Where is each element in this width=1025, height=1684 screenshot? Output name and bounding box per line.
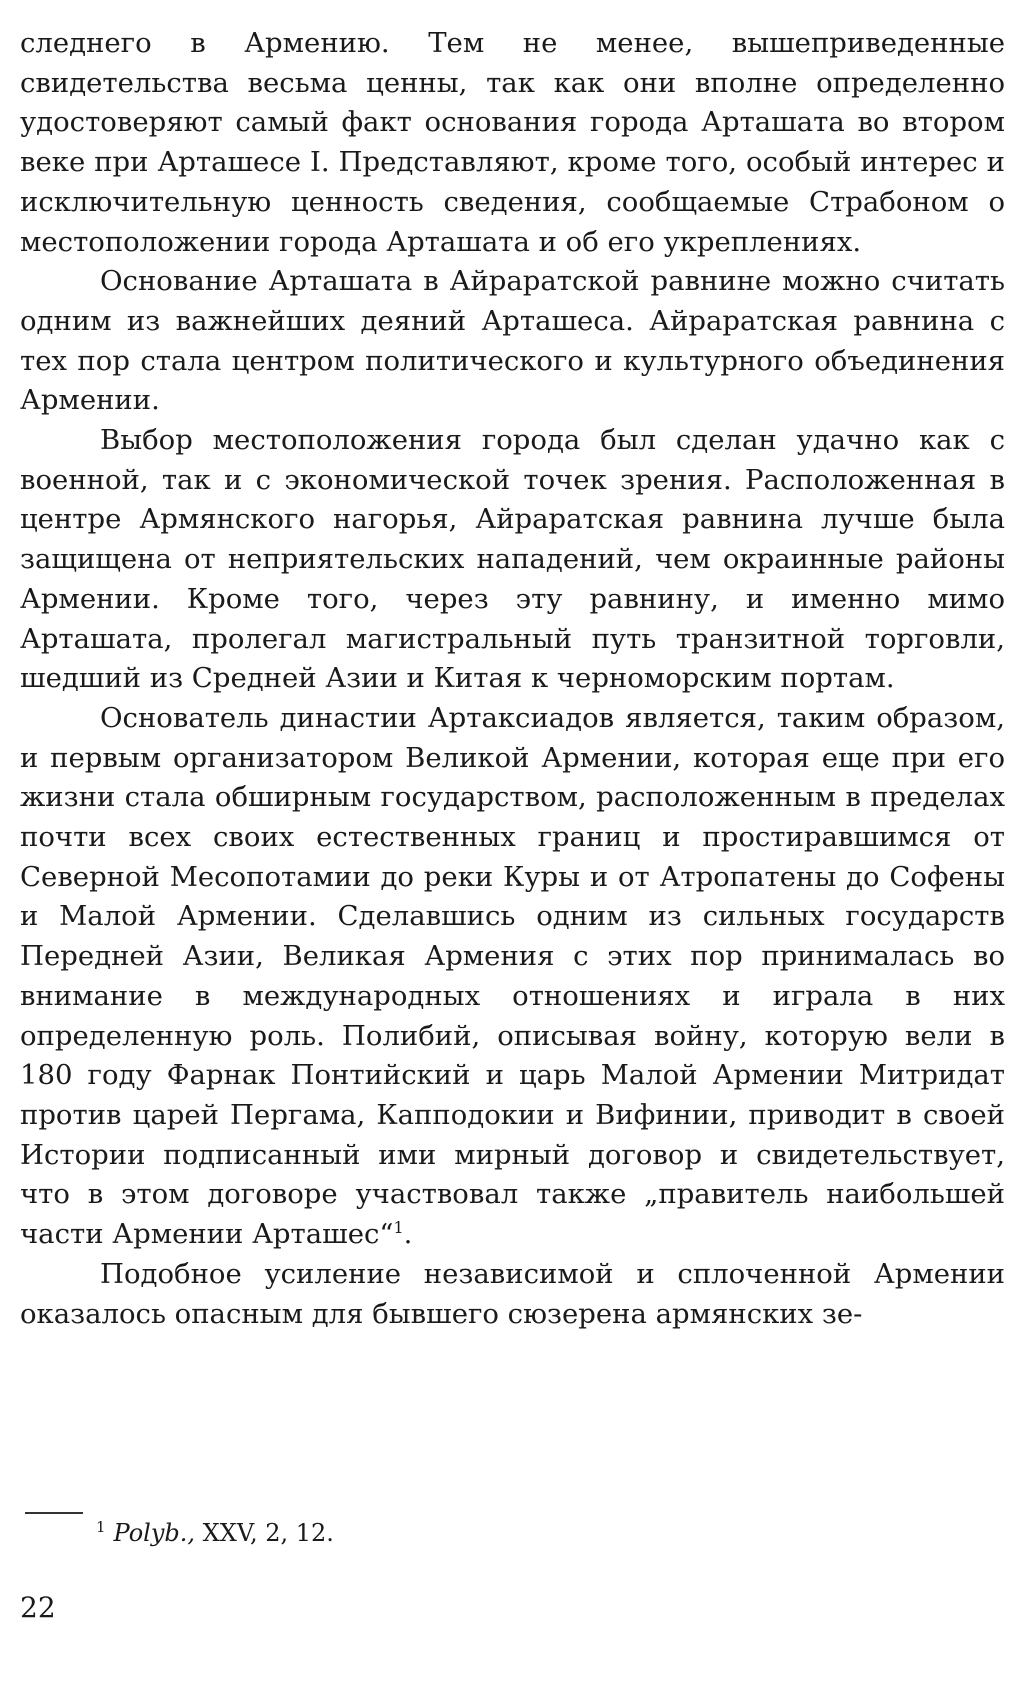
paragraph-2: Основание Арташата в Айраратской равнине можно считать одним из важнейших деяний Арташеса. Айраратская равнина с тех пор стала центром политического и культурного объединения Армении. [20, 265, 1005, 417]
page-body [20, 24, 1005, 1334]
paragraph-3: Выбор местоположения города был сделан удачно как с военной, так и с экономической точек зрения. Расположенная в центре Армянского нагорья, Айраратская равнина лучше была защищена от неприятельских нападений, чем окраинные районы Армении. Кроме того, через эту равнину, и именно мимо Арташата, пролегал магистральный путь транзитной торговли, шедший из Средней Азии и Китая к черноморским портам. [20, 424, 1005, 695]
page-number: 22 [20, 1591, 56, 1624]
paragraph-4 [20, 699, 1005, 1255]
footnote-reference-text: XXV, 2, 12. [202, 1519, 334, 1547]
footnote-source: Polyb., [113, 1519, 196, 1547]
footnote-reference: 1 [393, 1217, 404, 1237]
paragraph-5: Подобное усиление независимой и сплоченной Армении оказалось опасным для бывшего сюзерена армянских зе- [20, 1257, 1005, 1330]
footnote-mark: 1 [96, 1518, 106, 1536]
paragraph-1: следнего в Армению. Тем не менее, вышеприведенные свидетельства весьма ценны, так как они вполне определенно удостоверяют самый факт основания города Арташата во втором веке при Арташесе I. Представляют, кроме того, особый интерес и исключительную ценность сведения, сообщаемые Страбоном о местоположении города Арташата и об его укреплениях. [20, 27, 1005, 258]
paragraph-4-text: Основатель династии Артаксиадов является, таким образом, и первым организатором Великой Армении, которая еще при его жизни стала обширным государством, расположенным в пределах почти всех своих естественных границ и простиравшимся от Северной Месопотамии до реки Куры и от Атропатены до Софены и Малой Армении. Сделавшись одним из сильных государств Передней Азии, Великая Армения с этих пор принималась во внимание в международных отношениях и играла в них определенную роль. Полибий, описывая войну, которую вели в 180 году Фарнак Понтийский и царь Малой Армении Митридат против царей Пергама, Капподокии и Вифинии, приводит в своей Истории подписанный ими мирный договор и свидетельствует, что в этом договоре участвовал также „правитель наибольшей части Армении Арташес“ [20, 701, 1005, 1251]
footnote [96, 1518, 334, 1548]
paragraph-4-end: . [403, 1218, 413, 1251]
footnote-divider [25, 1512, 83, 1514]
